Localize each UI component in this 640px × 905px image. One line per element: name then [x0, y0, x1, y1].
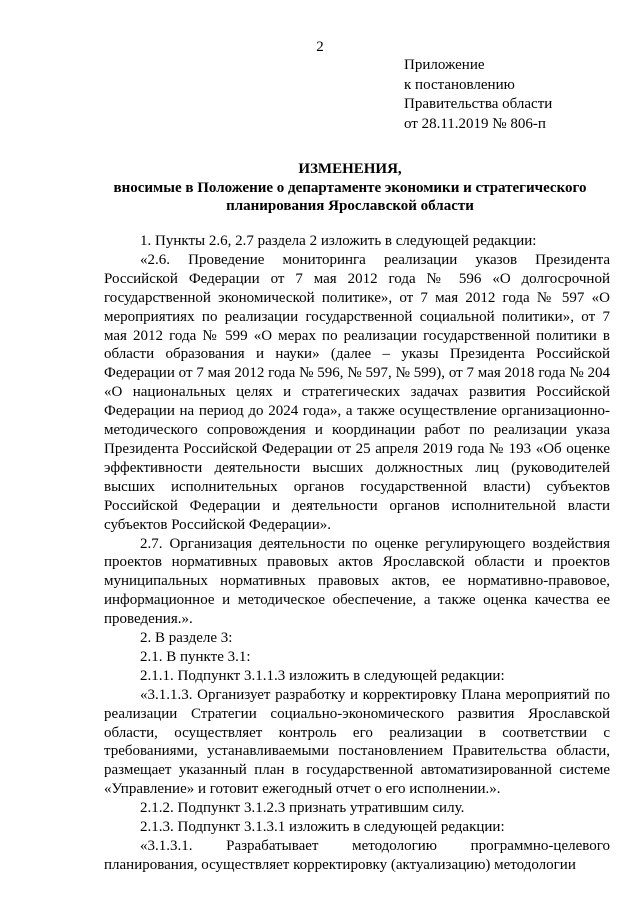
- heading-subtitle: вносимые в Положение о департаменте экономики и стратегического: [113, 179, 587, 196]
- paragraph: 2.1. В пункте 3.1:: [140, 648, 251, 665]
- appendix-line: Правительства области: [404, 96, 553, 112]
- paragraph: «3.1.3.1. Разрабатывает методологию программно-целевого планирования, осуществляет корректировку (актуализацию) методологии: [104, 838, 610, 873]
- paragraph: 1. Пункты 2.6, 2.7 раздела 2 изложить в следующей редакции:: [140, 233, 537, 249]
- paragraph: «3.1.1.3. Организует разработку и корректировку Плана мероприятий по реализации Стратегии социально-экономического развития Ярославской области, осуществляет контроль его реализации в соответствии с требованиями, устанавливаемыми постановлением Правительства области, размещает указанный план в государственной автоматизированной системе «Управление» и готовит ежегодный отчет о его исполнении.».: [104, 686, 610, 798]
- appendix-block: [404, 56, 634, 134]
- document-body: [104, 232, 610, 875]
- page-number: 2: [316, 39, 324, 55]
- paragraph: 2.1.3. Подпункт 3.1.3.1 изложить в следующей редакции:: [140, 819, 505, 836]
- paragraph: 2.7. Организация деятельности по оценке регулирующего воздействия проектов нормативных правовых актов Ярославской области и проектов муниципальных нормативных правовых актов, ее нормативно-правовое, информационное и методическое обеспечение, а также оценка качества ее проведения.».: [104, 535, 610, 628]
- appendix-line: к постановлению: [404, 76, 515, 93]
- document-heading: [86, 160, 614, 216]
- paragraph: «2.6. Проведение мониторинга реализации указов Президента Российской Федерации от 7 мая 2012 года № 596 «О долгосрочной государственной экономической политике», от 7 мая 2012 года № 597 «О мероприятиях по реализации государственной социальной политики», от 7 мая 2012 года № 599 «О мерах по реализации государственной политики в области образования и науки» (далее – указы Президента Российской Федерации от 7 мая 2012 года № 596, № 597, № 599), от 7 мая 2018 года № 204 «О национальных целях и стратегических задачах развития Российской Федерации на период до 2024 года», а также осуществление организационно-методического сопровождения и координации работ по реализации указа Президента Российской Федерации от 25 апреля 2019 года № 193 «Об оценке эффективности деятельности высших должностных лиц (руководителей высших исполнительных органов государственной власти) субъектов Российской Федерации и деятельности органов исполнительной власти субъектов Российской Федерации».: [104, 251, 610, 533]
- paragraph: 2. В разделе 3:: [140, 630, 233, 647]
- paragraph: 2.1.2. Подпункт 3.1.2.3 признать утратившим силу.: [140, 800, 465, 817]
- heading-subtitle: планирования Ярославской области: [226, 198, 474, 214]
- appendix-date-number: от 28.11.2019 № 806-п: [404, 115, 546, 132]
- paragraph: 2.1.1. Подпункт 3.1.1.3 изложить в следующей редакции:: [140, 667, 505, 684]
- appendix-line: Приложение: [404, 57, 485, 73]
- heading-title: ИЗМЕНЕНИЯ,: [298, 161, 402, 177]
